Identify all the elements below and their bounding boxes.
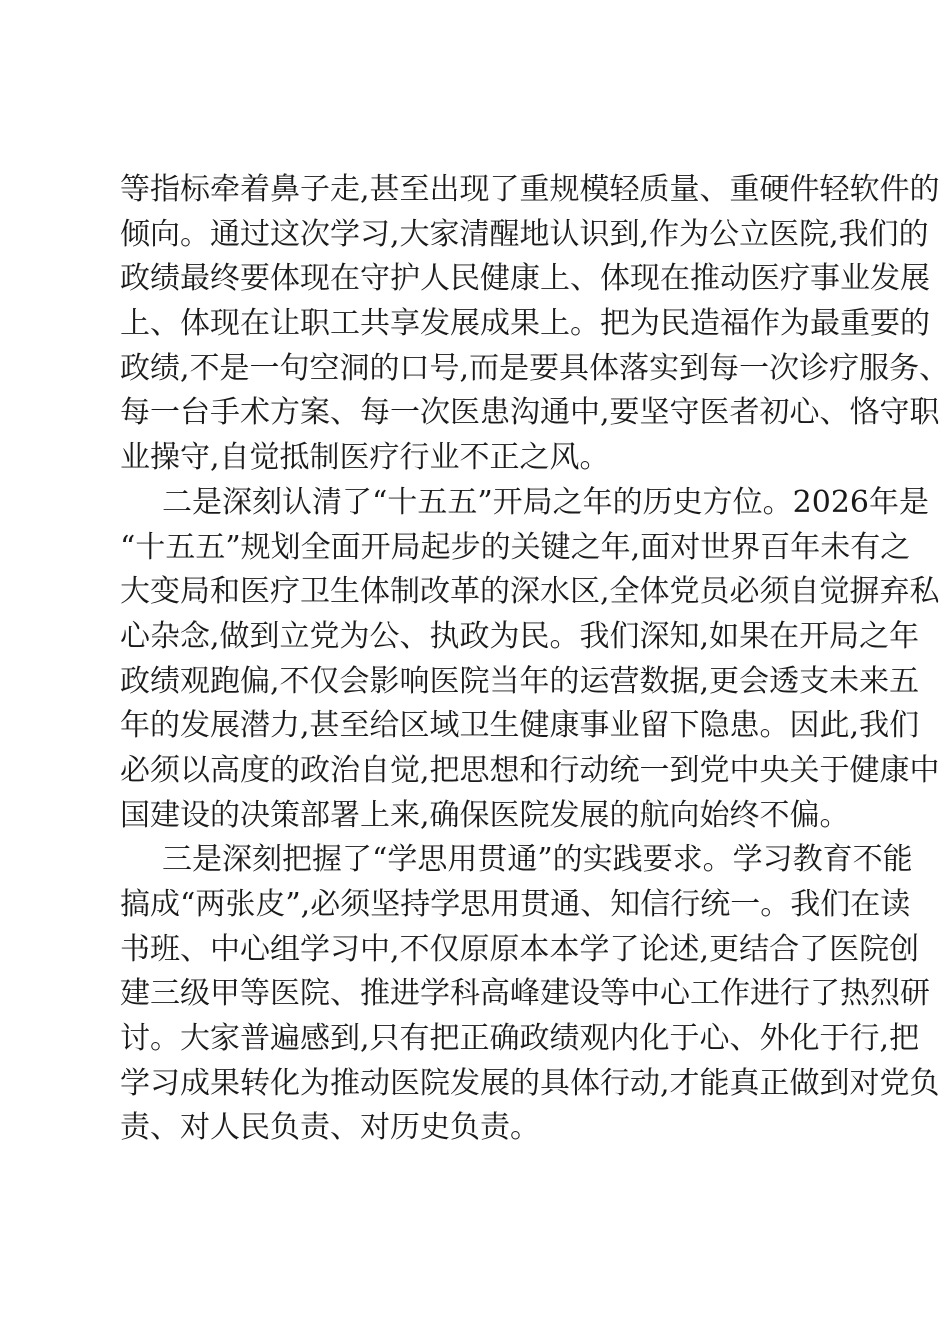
text-line: 倾向。通过这次学习,大家清醒地认识到,作为公立医院,我们的 — [120, 216, 929, 252]
text-line: 政绩观跑偏,不仅会影响医院当年的运营数据,更会透支未来五 — [120, 663, 920, 699]
text-line: 责、对人民负责、对历史负责。 — [120, 1110, 540, 1146]
text-line: 必须以高度的政治自觉,把思想和行动统一到党中央关于健康中 — [120, 752, 940, 788]
text-line: 等指标牵着鼻子走,甚至出现了重规模轻质量、重硬件轻软件的 — [120, 172, 940, 207]
text-line: 上、体现在让职工共享发展成果上。把为民造福作为最重要的 — [120, 306, 930, 342]
text-line: 书班、中心组学习中,不仅原原本本学了论述,更结合了医院创 — [120, 931, 920, 967]
text-line: 业操守,自觉抵制医疗行业不正之风。 — [120, 440, 610, 476]
text-line: 建三级甲等医院、推进学科高峰建设等中心工作进行了热烈研 — [120, 976, 930, 1012]
text-line: 政绩最终要体现在守护人民健康上、体现在推动医疗事业发展 — [120, 261, 930, 297]
text-line: 学习成果转化为推动医院发展的具体行动,才能真正做到对党负 — [120, 1065, 940, 1101]
text-line: 搞成“两张皮”,必须坚持学思用贯通、知信行统一。我们在读 — [120, 887, 911, 922]
text-line: 每一台手术方案、每一次医患沟通中,要坚守医者初心、恪守职 — [120, 395, 940, 431]
paragraph-start-line: 二是深刻认清了“十五五”开局之年的历史方位。2026年是 — [162, 484, 930, 520]
text-line: 政绩,不是一句空洞的口号,而是要具体落实到每一次诊疗服务、 — [120, 350, 950, 386]
text-line: “十五五”规划全面开局起步的关键之年,面对世界百年未有之 — [120, 529, 911, 565]
text-line: 大变局和医疗卫生体制改革的深水区,全体党员必须自觉摒弃私 — [120, 574, 940, 610]
text-line: 年的发展潜力,甚至给区域卫生健康事业留下隐患。因此,我们 — [120, 708, 920, 744]
text-line: 心杂念,做到立党为公、执政为民。我们深知,如果在开局之年 — [120, 618, 920, 654]
paragraph-start-line: 三是深刻把握了“学思用贯通”的实践要求。学习教育不能 — [162, 842, 913, 878]
text-line: 讨。大家普遍感到,只有把正确政绩观内化于心、外化于行,把 — [120, 1021, 920, 1057]
body-text — [120, 168, 950, 1151]
text-line: 国建设的决策部署上来,确保医院发展的航向始终不偏。 — [120, 797, 850, 833]
